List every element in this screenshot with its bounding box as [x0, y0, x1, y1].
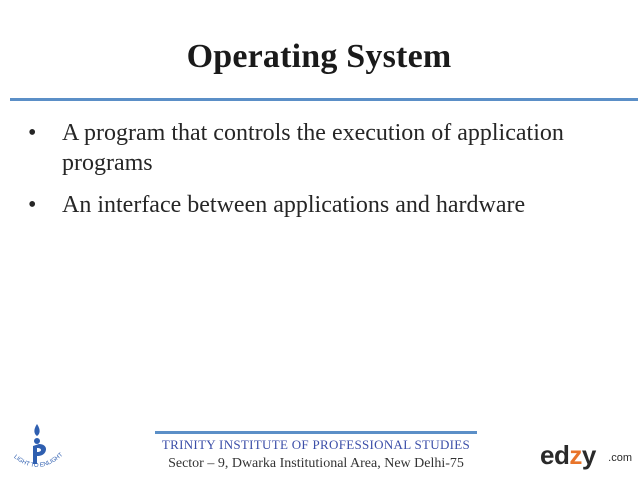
edzy-domain-suffix: .com — [608, 452, 632, 464]
bullet-marker: • — [28, 192, 37, 218]
footer-institute-name: TRINITY INSTITUTE OF PROFESSIONAL STUDIES — [161, 437, 471, 452]
edzy-brand-text: edzy — [540, 440, 596, 470]
bullet-item — [28, 190, 618, 220]
footer-divider — [155, 431, 477, 434]
edzy-wordmark — [540, 440, 596, 470]
footer-address: Sector – 9, Dwarka Institutional Area, New Delhi-75 — [168, 456, 464, 471]
bullet-item — [28, 118, 618, 178]
bullet-text: An interface between applications and hardware — [62, 192, 526, 218]
title-divider — [10, 98, 638, 101]
bullet-list — [28, 118, 618, 232]
edzy-logo-icon — [540, 440, 632, 472]
bullet-text: A program that controls the execution of application programs — [62, 120, 564, 176]
institute-logo-graphic — [6, 420, 68, 476]
logo-motto: LIGHT TO ENLIGHT — [12, 452, 65, 470]
slide-title: Operating System — [186, 38, 452, 75]
bullet-marker: • — [28, 120, 37, 146]
institute-logo-icon — [6, 420, 68, 476]
